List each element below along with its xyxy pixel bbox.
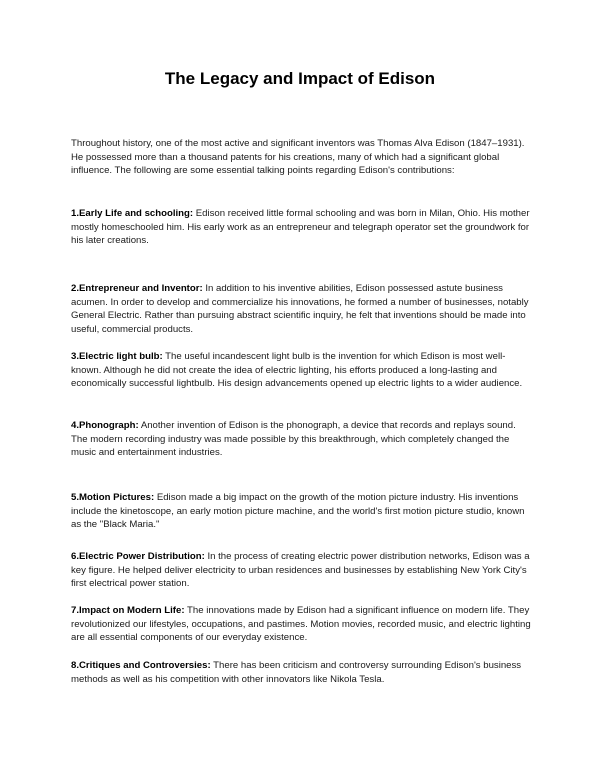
section-text: Edison received little formal schooling and was born in Milan, Ohio. His mother mostly homeschooled him. His early work as an entrepreneur and telegraph operator set the groundwork for his later creations. bbox=[71, 208, 530, 247]
section-text: In addition to his inventive abilities, Edison possessed astute business acumen. In order to develop and commercialize his innovations, he formed a number of businesses, notably General Electric. Rather than pursuing abstract scientific inquiry, he felt that inventions should be made into useful, commercial products. bbox=[71, 283, 529, 335]
section-heading: 1.Early Life and schooling: bbox=[71, 208, 194, 219]
section-text: The innovations made by Edison had a significant influence on modern life. They revolutionized our lifestyles, occupations, and pastimes. Motion movies, recorded music, and electric lighting are all essential components of our everyday existence. bbox=[71, 605, 531, 644]
intro-paragraph: Throughout history, one of the most active and significant inventors was Thomas Alva Edison (1847–1931). He possessed more than a thousand patents for his creations, many of which had a significant global influence. The following are some essential talking points regarding Edison's contributions: bbox=[71, 138, 525, 177]
section-heading: 8.Critiques and Controversies: bbox=[71, 660, 211, 671]
section-motion-pictures bbox=[71, 491, 531, 532]
section-text: There has been criticism and controversy surrounding Edison's business methods as well as his competition with other innovators like Nikola Tesla. bbox=[71, 660, 522, 685]
section-modern-life bbox=[71, 604, 531, 645]
section-heading: 2.Entrepreneur and Inventor: bbox=[71, 283, 203, 294]
section-heading: 6.Electric Power Distribution: bbox=[71, 551, 205, 562]
section-text: Another invention of Edison is the phonograph, a device that records and replays sound. The modern recording industry was made possible by this breakthrough, which completely changed the music and entertainment industries. bbox=[71, 420, 516, 459]
section-heading: 7.Impact on Modern Life: bbox=[71, 605, 185, 616]
section-text: In the process of creating electric power distribution networks, Edison was a key figure. He helped deliver electricity to urban residences and businesses by establishing New York City's first electrical power station. bbox=[71, 551, 530, 590]
section-heading: 3.Electric light bulb: bbox=[71, 351, 163, 362]
section-text: The useful incandescent light bulb is the invention for which Edison is most well-known. Although he did not create the idea of electric lighting, his efforts produced a long-lasting and economically successful lightbulb. His design advancements opened up electric lights to a wider audience. bbox=[71, 351, 523, 390]
section-power-distribution bbox=[71, 550, 531, 591]
section-entrepreneur bbox=[71, 282, 531, 336]
section-heading: 5.Motion Pictures: bbox=[71, 492, 155, 503]
section-phonograph bbox=[71, 419, 531, 460]
section-critiques bbox=[71, 659, 531, 686]
section-light-bulb bbox=[71, 350, 531, 391]
document-title: The Legacy and Impact of Edison bbox=[164, 69, 436, 88]
section-text: Edison made a big impact on the growth of the motion picture industry. His inventions include the kinetoscope, an early motion picture machine, and the world's first motion picture studio, known as the "Black Maria." bbox=[71, 492, 525, 531]
section-early-life bbox=[71, 207, 531, 248]
section-heading: 4.Phonograph: bbox=[71, 420, 139, 431]
